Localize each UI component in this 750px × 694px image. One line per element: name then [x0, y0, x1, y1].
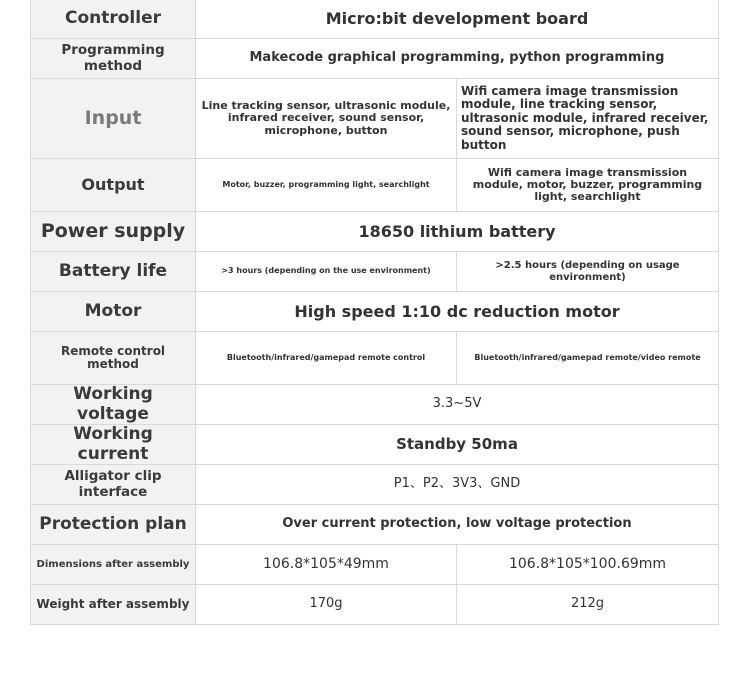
table-row: [31, 425, 719, 465]
table-row: [31, 292, 719, 332]
row-label: Battery life: [31, 252, 196, 292]
row-value-variant-b: 212g: [457, 585, 719, 625]
row-label: Working current: [31, 425, 196, 465]
row-label: Weight after assembly: [31, 585, 196, 625]
table-row: [31, 39, 719, 79]
table-row: [31, 505, 719, 545]
table-row: [31, 79, 719, 159]
row-label: Dimensions after assembly: [31, 545, 196, 585]
table-row: [31, 585, 719, 625]
row-value: High speed 1:10 dc reduction motor: [196, 292, 719, 332]
row-value-variant-a: 106.8*105*49mm: [196, 545, 457, 585]
row-value-variant-b: Bluetooth/infrared/gamepad remote/video remote: [457, 332, 719, 385]
row-label: Output: [31, 159, 196, 212]
row-value: 3.3~5V: [196, 385, 719, 425]
row-label: Programming method: [31, 39, 196, 79]
row-label: Motor: [31, 292, 196, 332]
row-value: P1、P2、3V3、GND: [196, 465, 719, 505]
row-value: Standby 50ma: [196, 425, 719, 465]
row-value-variant-a: >3 hours (depending on the use environment): [196, 252, 457, 292]
table-row: [31, 159, 719, 212]
row-value-variant-b: Wifi camera image transmission module, motor, buzzer, programming light, searchlight: [457, 159, 719, 212]
row-value-variant-b: 106.8*105*100.69mm: [457, 545, 719, 585]
row-value-variant-a: 170g: [196, 585, 457, 625]
table-row: [31, 0, 719, 39]
row-value-variant-a: Line tracking sensor, ultrasonic module, infrared receiver, sound sensor, microphone, button: [196, 79, 457, 159]
row-value: Over current protection, low voltage protection: [196, 505, 719, 545]
row-label: Power supply: [31, 212, 196, 252]
spec-table: [30, 0, 719, 625]
row-value: Makecode graphical programming, python programming: [196, 39, 719, 79]
row-value-variant-a: Bluetooth/infrared/gamepad remote control: [196, 332, 457, 385]
table-row: [31, 332, 719, 385]
row-value: 18650 lithium battery: [196, 212, 719, 252]
table-row: [31, 212, 719, 252]
row-value-variant-b: Wifi camera image transmission module, line tracking sensor, ultrasonic module, infrared receiver, sound sensor, microphone, push button: [457, 79, 719, 159]
row-label: Alligator clip interface: [31, 465, 196, 505]
table-row: [31, 465, 719, 505]
table-row: [31, 252, 719, 292]
row-value-variant-a: Motor, buzzer, programming light, searchlight: [196, 159, 457, 212]
row-label: Working voltage: [31, 385, 196, 425]
table-row: [31, 545, 719, 585]
row-value-variant-b: >2.5 hours (depending on usage environment): [457, 252, 719, 292]
row-value: Micro:bit development board: [196, 0, 719, 39]
row-label: Remote control method: [31, 332, 196, 385]
table-row: [31, 385, 719, 425]
row-label: Input: [31, 79, 196, 159]
row-label: Controller: [31, 0, 196, 39]
row-label: Protection plan: [31, 505, 196, 545]
